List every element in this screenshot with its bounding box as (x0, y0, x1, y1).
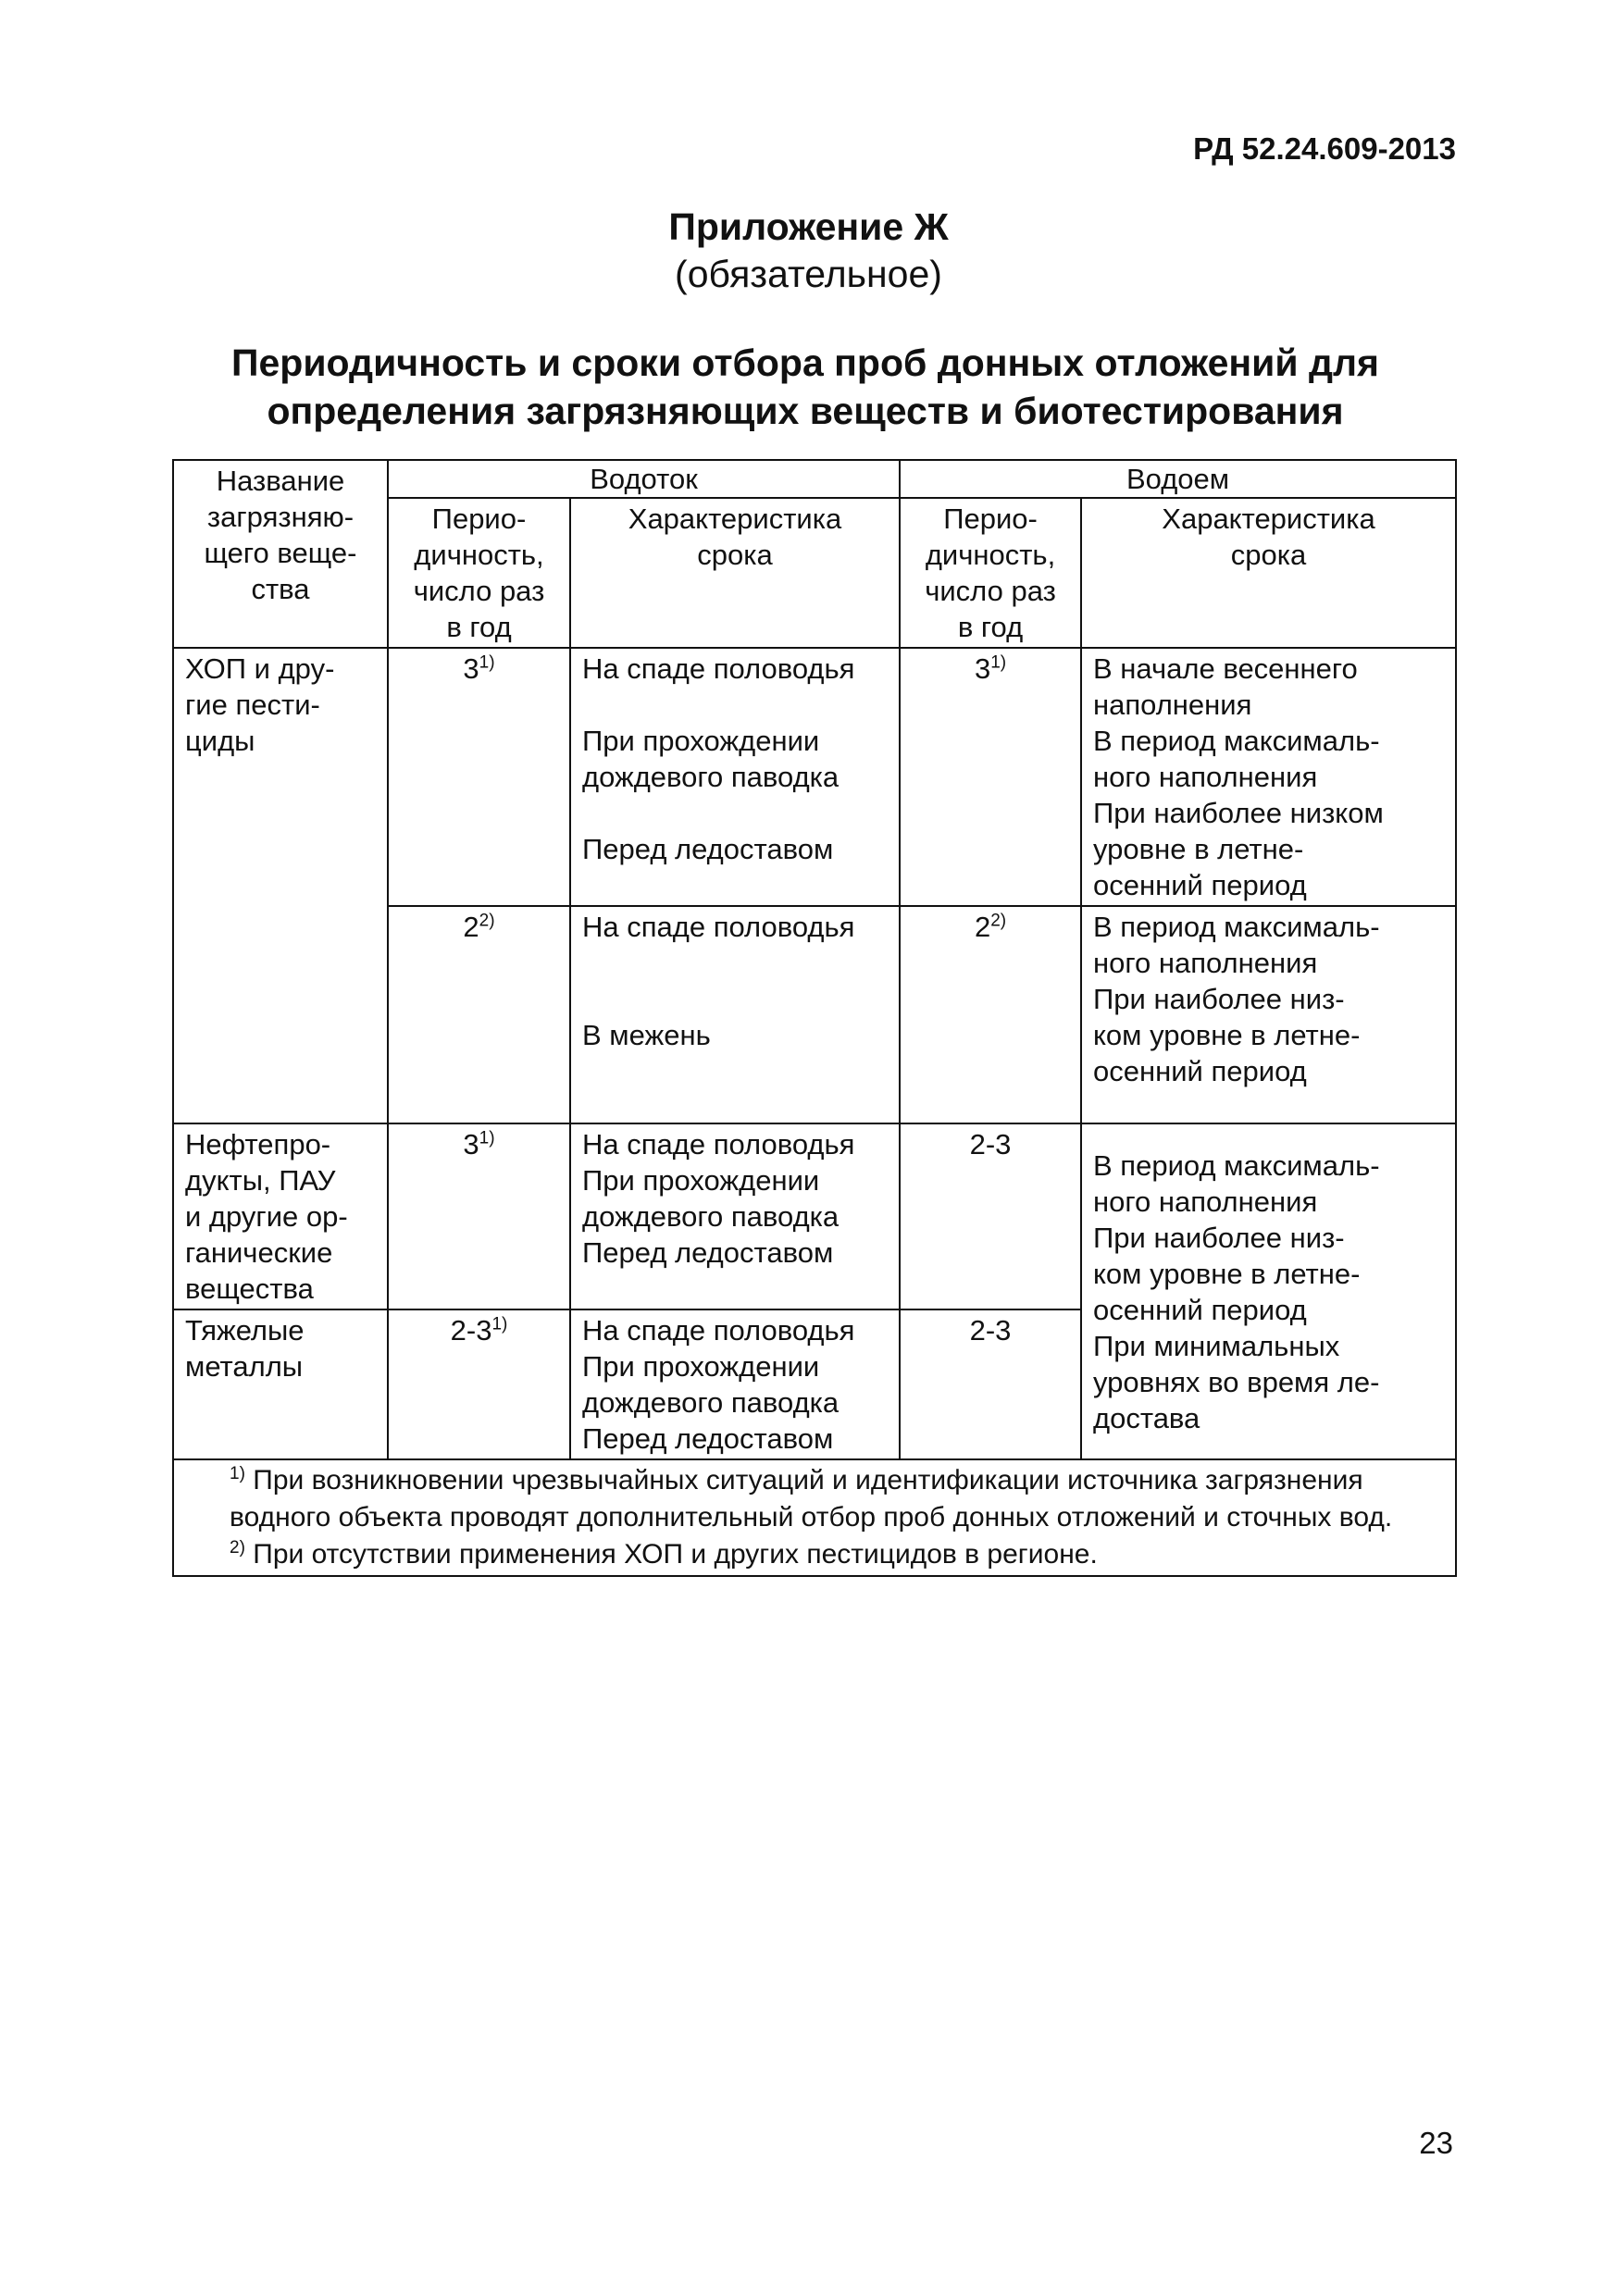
heading-line-1: Периодичность и сроки отбора проб донных отложений для (231, 341, 1379, 384)
header-reservoir-period: Перио- дичность, число раз в год (900, 498, 1081, 648)
watercourse-period-cell: 2-3$^{1)}$ (388, 1309, 570, 1459)
watercourse-characteristic-cell: На спаде половодья В межень (570, 906, 900, 1123)
table-header-row-1 (173, 460, 1456, 498)
heading-line-2: определения загрязняющих веществ и биотестирования (267, 390, 1344, 432)
annex-status: (обязательное) (675, 253, 942, 295)
pollutant-name-cell: Нефтепро- дукты, ПАУ и другие ор- ганические вещества (173, 1123, 388, 1309)
header-reservoir-characteristic: Характеристика срока (1081, 498, 1456, 648)
footnote-2: $^{2)}$ При отсутствии применения ХОП и других пестицидов в регионе. (230, 1538, 1098, 1570)
watercourse-period-cell: 2$^{2)}$ (388, 906, 570, 1123)
reservoir-period-cell: 3$^{1)}$ (900, 648, 1081, 906)
header-pollutant-name: Название загрязняю- щего веще- ства (173, 460, 388, 648)
watercourse-characteristic-cell: На спаде половодья При прохождении дождевого паводка Перед ледоставом (570, 1123, 900, 1309)
header-watercourse-characteristic: Характеристика срока (570, 498, 900, 648)
footnotes-row (173, 1459, 1456, 1576)
reservoir-characteristic-cell: В период максималь- ного наполнения При наиболее низ- ком уровне в летне- осенний период (1081, 906, 1456, 1123)
watercourse-period-cell: 3$^{1)}$ (388, 648, 570, 906)
watercourse-period-cell: 3$^{1)}$ (388, 1123, 570, 1309)
reservoir-characteristic-cell: В начале весеннего наполнения В период максималь- ного наполнения При наиболее низком уровне в летне- осенний период (1081, 648, 1456, 906)
watercourse-characteristic-cell: На спаде половодья При прохождении дождевого паводка Перед ледоставом (570, 648, 900, 906)
reservoir-period-cell: 2-3 (900, 1123, 1081, 1309)
document-code: РД 52.24.609-2013 (1193, 131, 1456, 166)
sampling-schedule-table (172, 459, 1457, 1577)
reservoir-period-cell: 2$^{2)}$ (900, 906, 1081, 1123)
footnote-1: $^{1)}$ При возникновении чрезвычайных ситуаций и идентификации источника загрязнения водного объекта проводят дополнительный отбор проб донных отложений и сточных вод. (230, 1464, 1393, 1533)
reservoir-period-cell: 2-3 (900, 1309, 1081, 1459)
header-watercourse: Водоток (388, 460, 900, 498)
footnotes-cell (173, 1459, 1456, 1576)
watercourse-characteristic-cell: На спаде половодья При прохождении дождевого паводка Перед ледоставом (570, 1309, 900, 1459)
annex-title: Приложение Ж (668, 205, 949, 248)
table-row (173, 648, 1456, 906)
header-watercourse-period: Перио- дичность, число раз в год (388, 498, 570, 648)
document-heading (139, 339, 1472, 435)
header-reservoir: Водоем (900, 460, 1456, 498)
pollutant-name-cell: ХОП и дру- гие пести- циды (173, 648, 388, 1123)
pollutant-name-cell: Тяжелые металлы (173, 1309, 388, 1459)
page-number: 23 (1419, 2126, 1453, 2160)
reservoir-characteristic-cell: В период максималь- ного наполнения При наиболее низ- ком уровне в летне- осенний период При минимальных уровнях во время ле- достава (1081, 1123, 1456, 1459)
table-row (173, 1123, 1456, 1309)
